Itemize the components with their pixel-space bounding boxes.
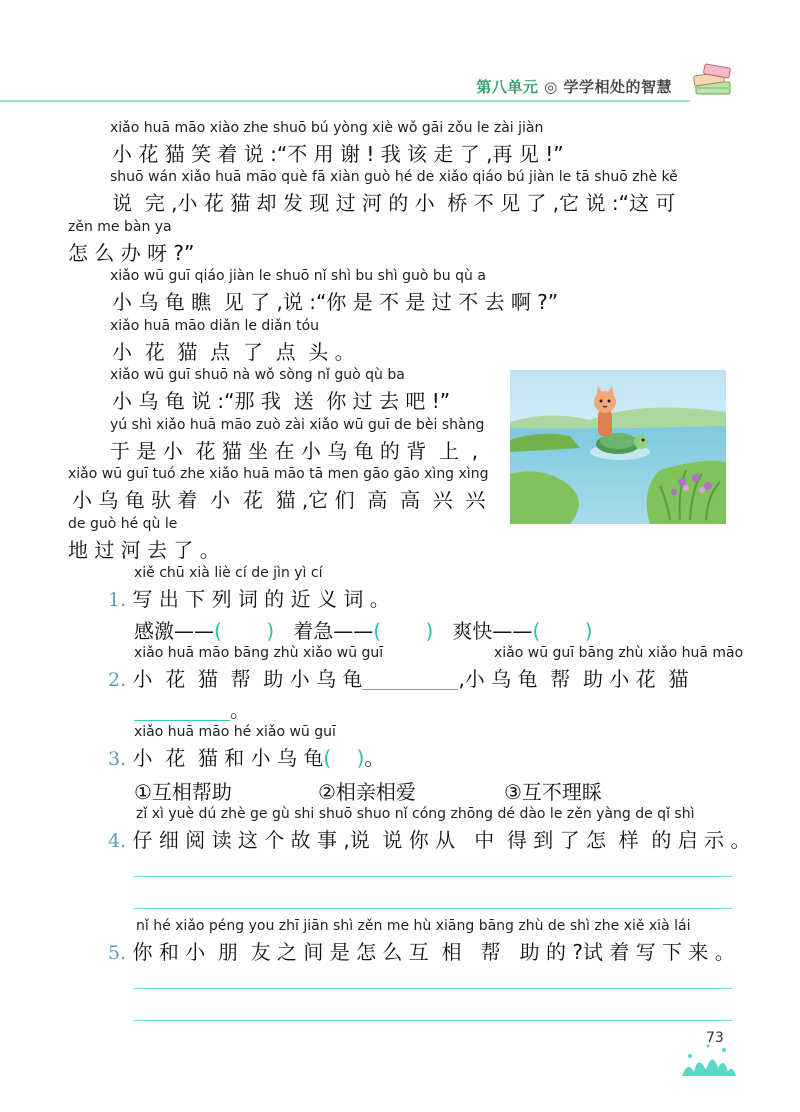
- question-3: [108, 742, 384, 771]
- answer-blank[interactable]: [331, 746, 356, 770]
- pinyin-line: zěn me bàn ya: [68, 219, 172, 235]
- writing-line[interactable]: [134, 988, 732, 989]
- question-1: [108, 583, 390, 612]
- answer-line[interactable]: [362, 688, 458, 690]
- unit-title: 学学相处的智慧: [563, 78, 672, 96]
- question-2: [108, 663, 688, 692]
- pinyin-line: xiǎo wū guī bāng zhù xiǎo huā māo: [494, 645, 744, 661]
- question-number: 1.: [108, 589, 127, 611]
- word-label: 爽快——: [452, 619, 533, 643]
- page-header: [476, 76, 672, 97]
- answer-bracket-close: ): [356, 746, 365, 770]
- pinyin-line: xiǎo huā māo diǎn le diǎn tóu: [110, 318, 320, 334]
- answer-bracket-close: ): [425, 619, 434, 643]
- pinyin-line: xiǎo huā māo hé xiǎo wū guī: [134, 724, 336, 740]
- option-1[interactable]: ①互相帮助: [134, 780, 232, 804]
- answer-bracket-open: (: [532, 619, 541, 643]
- answer-bracket-open: (: [323, 746, 332, 770]
- story-line: 说 完 ,小 花 猫 却 发 现 过 河 的 小 桥 不 见 了 ,它 说 :“这 可: [112, 191, 676, 215]
- period: 。: [230, 698, 250, 722]
- answer-bracket-close: ): [266, 619, 275, 643]
- water-splash-icon: [678, 1040, 738, 1080]
- answer-blank[interactable]: [381, 619, 426, 643]
- pinyin-line: zǐ xì yuè dú zhè ge gù shi shuō shuo nǐ cóng zhōng dé dào le zěn yàng de qǐ shì: [136, 806, 695, 822]
- word-label: 感激——: [134, 619, 214, 643]
- story-line: 小 花 猫 笑 着 说 :“不 用 谢 ! 我 该 走 了 ,再 见 !”: [112, 142, 564, 166]
- question-5: [108, 936, 735, 965]
- writing-line[interactable]: [134, 908, 732, 909]
- pinyin-line: yú shì xiǎo huā māo zuò zài xiǎo wū guī de bèi shàng: [110, 417, 485, 433]
- synonym-row: [134, 615, 593, 644]
- answer-bracket-open: (: [214, 619, 222, 643]
- writing-line[interactable]: [134, 876, 732, 877]
- header-rule: [0, 100, 690, 102]
- question-text: 仔 细 阅 读 这 个 故 事 ,说 说 你 从 中 得 到 了 怎 样 的 启 示 。: [132, 828, 751, 852]
- option-3[interactable]: ③互不理睬: [504, 780, 602, 804]
- question-number: 3.: [108, 748, 127, 770]
- story-line: 于 是 小 花 猫 坐 在 小 乌 龟 的 背 上 ,: [110, 439, 479, 463]
- answer-bracket-close: ): [584, 619, 593, 643]
- pinyin-line: xiǎo huā māo xiào zhe shuō bú yòng xiè wǒ gāi zǒu le zài jiàn: [110, 120, 544, 136]
- question-number: 2.: [108, 669, 127, 691]
- answer-blank[interactable]: [222, 619, 267, 643]
- question-number: 4.: [108, 830, 127, 852]
- unit-label: 第八单元: [476, 78, 539, 96]
- story-line: 地 过 河 去 了 。: [68, 538, 220, 562]
- question-text: 小 花 猫 和 小 乌 龟: [132, 746, 324, 770]
- answer-line[interactable]: [134, 719, 230, 721]
- answer-blank[interactable]: [540, 619, 585, 643]
- pinyin-line: nǐ hé xiǎo péng you zhī jiān shì zěn me hù xiāng bāng zhù de shì zhe xiě xià lái: [136, 918, 691, 934]
- question-text: 小 花 猫 帮 助 小 乌 龟: [132, 667, 363, 691]
- books-icon: [690, 62, 736, 102]
- story-line: 小 乌 龟 驮 着 小 花 猫 ,它 们 高 高 兴 兴: [72, 488, 486, 512]
- writing-line[interactable]: [134, 1020, 732, 1021]
- question-2-cont: [134, 694, 250, 723]
- question-text: ,小 乌 龟 帮 助 小 花 猫: [458, 667, 689, 691]
- question-number: 5.: [108, 942, 127, 964]
- period: 。: [364, 746, 385, 770]
- answer-bracket-open: (: [373, 619, 382, 643]
- header-separator: ◎: [544, 78, 558, 96]
- pinyin-line: xiǎo huā māo bāng zhù xiǎo wū guī: [134, 645, 384, 661]
- story-line: 小 乌 龟 瞧 见 了 ,说 :“你 是 不 是 过 不 去 啊 ?”: [112, 290, 559, 314]
- pinyin-line: xiě chū xià liè cí de jìn yì cí: [134, 565, 323, 581]
- option-2[interactable]: ②相亲相爱: [318, 780, 416, 804]
- question-text: 你 和 小 朋 友 之 间 是 怎 么 互 相 帮 助 的 ?试 着 写 下 来 。: [132, 940, 735, 964]
- pinyin-line: shuō wán xiǎo huā māo què fā xiàn guò hé de xiǎo qiáo bú jiàn le tā shuō zhè kě: [110, 169, 678, 185]
- story-line: 小 花 猫 点 了 点 头 。: [112, 340, 355, 364]
- question-4: [108, 824, 751, 853]
- pinyin-line: xiǎo wū guī tuó zhe xiǎo huā māo tā men gāo gāo xìng xìng: [68, 466, 489, 482]
- page-number: 73: [706, 1030, 724, 1046]
- pinyin-line: de guò hé qù le: [68, 516, 178, 532]
- question-text: 写 出 下 列 词 的 近 义 词 。: [132, 587, 390, 611]
- story-line: 小 乌 龟 说 :“那 我 送 你 过 去 吧 !”: [112, 389, 451, 413]
- pinyin-line: xiǎo wū guī qiáo jiàn le shuō nǐ shì bu shì guò bu qù a: [110, 268, 486, 284]
- cat-turtle-illustration: [510, 370, 726, 524]
- story-line: 怎 么 办 呀 ?”: [68, 241, 195, 265]
- pinyin-line: xiǎo wū guī shuō nà wǒ sòng nǐ guò qù ba: [110, 367, 405, 383]
- word-label: 着急——: [293, 619, 374, 643]
